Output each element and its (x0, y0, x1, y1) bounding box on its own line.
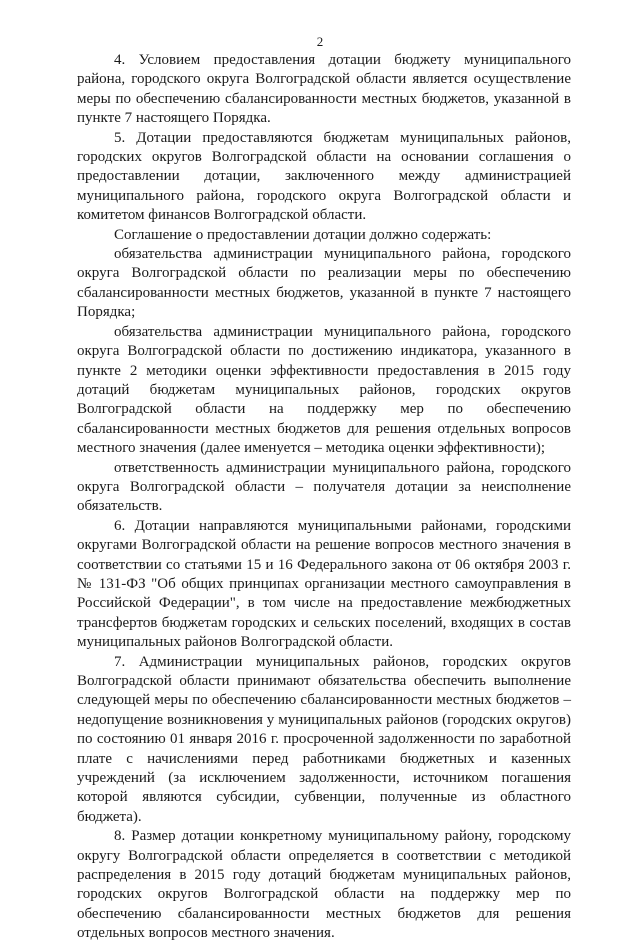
paragraph-responsibility: ответственность администрации муниципального района, городского округа Волгоградской области – получателя дотации за неисполнение обязательств. (77, 459, 571, 515)
page-number: 2 (316, 34, 324, 49)
paragraph-item-8: 8. Размер дотации конкретному муниципальному району, городскому округу Волгоградской области определяется в соответствии с методикой распределения в 2015 году дотаций бюджетам муниципальных районов, городских округов Волгоградской области на поддержку мер по обеспечению сбалансированности местных бюджетов для решения отдельных вопросов местного значения. (77, 828, 571, 942)
document-body (77, 51, 571, 944)
paragraph-item-7: 7. Администрации муниципальных районов, городских округов Волгоградской области принимают обязательства обеспечить выполнение следующей меры по обеспечению сбалансированности местных бюджетов – недопущение возникновения у муниципальных районов (городских округов) по состоянию 01 января 2016 г. просроченной задолженности по заработной плате с начислениями перед работниками бюджетных и казенных учреждений (за исключением задолженности, источником погашения которой являются субсидии, субвенции, полученные из областного бюджета). (77, 653, 571, 825)
paragraph-item-6: 6. Дотации направляются муниципальными районами, городскими округами Волгоградской области на решение вопросов местного значения в соответствии со статьями 15 и 16 Федерального закона от 06 октября 2003 г. № 131-ФЗ "Об общих принципах организации местного самоуправления в Российской Федерации", в том числе на предоставление межбюджетных трансфертов бюджетам городских и сельских поселений, входящих в состав муниципальных районов Волгоградской области. (77, 517, 571, 651)
paragraph-item-4: 4. Условием предоставления дотации бюджету муниципального района, городского округа Волгоградской области является осуществление меры по обеспечению сбалансированности местных бюджетов, указанной в пункте 7 настоящего Порядка. (77, 52, 571, 127)
paragraph-item-5: 5. Дотации предоставляются бюджетам муниципальных районов, городских округов Волгоградской области на основании соглашения о предоставлении дотации, заключенного между администрацией муниципального района, городского округа Волгоградской области и комитетом финансов Волгоградской области. (77, 129, 571, 224)
paragraph-agreement-intro: Соглашение о предоставлении дотации должно содержать: (114, 226, 492, 243)
paragraph-obligation-indicator: обязательства администрации муниципального района, городского округа Волгоградской области по достижению индикатора, указанного в пункте 2 методики оценки эффективности предоставления в 2015 году дотаций бюджетам муниципальных районов, городских округов Волгоградской области на поддержку мер по обеспечению сбалансированности местных бюджетов для решения отдельных вопросов местного значения (далее именуется – методика оценки эффективности); (77, 323, 571, 457)
paragraph-obligation-measure: обязательства администрации муниципального района, городского округа Волгоградской области по реализации меры по обеспечению сбалансированности местных бюджетов, указанной в пункте 7 настоящего Порядка; (77, 246, 571, 321)
